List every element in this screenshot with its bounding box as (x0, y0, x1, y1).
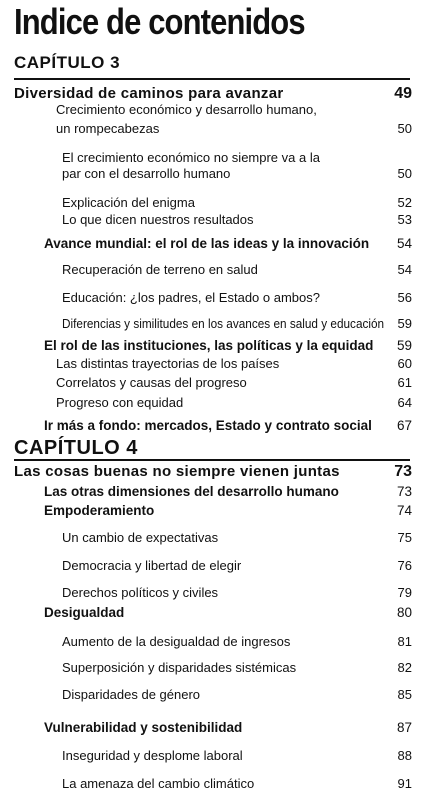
entry-page-number: 52 (397, 195, 412, 210)
entry-title: Superposición y disparidades sistémicas (62, 660, 297, 675)
entry-page-number: 91 (397, 776, 412, 791)
entry-title: Desigualdad (44, 605, 125, 620)
entry-title: Diversidad de caminos para avanzar (14, 85, 284, 102)
entry-title: Democracia y libertad de elegir (62, 558, 242, 573)
entry-page-number: 88 (397, 748, 412, 763)
entry-page-number: 80 (396, 605, 412, 620)
entry-page-number: 73 (396, 484, 412, 499)
entry-page-number: 53 (397, 212, 412, 227)
entry-title: Recuperación de terreno en salud (62, 262, 258, 277)
entry-page-number: 76 (397, 558, 412, 573)
entry-title: Derechos políticos y civiles (62, 585, 219, 600)
entry-title: Disparidades de género (62, 687, 201, 702)
page-title: Indice de contenidos (14, 1, 305, 42)
entry-title: Aumento de la desigualdad de ingresos (62, 634, 291, 649)
entry-title: El crecimiento económico no siempre va a la (62, 150, 320, 165)
entry-page-number: 73 (394, 463, 412, 480)
entry-page-number: 59 (397, 316, 412, 331)
entry-page-number: 54 (396, 236, 412, 251)
entry-page-number: 75 (397, 530, 412, 545)
entry-page-number: 79 (397, 585, 412, 600)
entry-title: par con el desarrollo humano (62, 166, 231, 181)
entry-page-number: 56 (397, 290, 412, 305)
entry-title: Empoderamiento (44, 503, 155, 518)
entry-title: Las distintas trayectorias de los países (56, 356, 280, 371)
chapter-label: CAPÍTULO 3 (14, 53, 121, 72)
entry-title: Vulnerabilidad y sostenibilidad (44, 720, 243, 735)
entry-page-number: 67 (396, 418, 412, 433)
entry-title: un rompecabezas (56, 121, 160, 136)
entry-title: Las cosas buenas no siempre vienen juntas (14, 463, 340, 480)
entry-page-number: 87 (396, 720, 412, 735)
entry-title: Correlatos y causas del progreso (56, 375, 247, 390)
entry-title: Crecimiento económico y desarrollo humano, (56, 102, 317, 117)
entry-page-number: 82 (397, 660, 412, 675)
entry-title: Diferencias y similitudes en los avances en salud y educación (62, 316, 385, 331)
entry-title: Ir más a fondo: mercados, Estado y contrato social (44, 418, 372, 433)
entry-page-number: 50 (397, 166, 412, 181)
entry-page-number: 49 (394, 85, 412, 102)
entry-title: Lo que dicen nuestros resultados (62, 212, 254, 227)
entry-title: Educación: ¿los padres, el Estado o ambos? (62, 290, 320, 305)
entry-page-number: 74 (396, 503, 412, 518)
entry-page-number: 59 (396, 338, 412, 353)
entry-page-number: 60 (397, 356, 412, 371)
entry-title: Avance mundial: el rol de las ideas y la innovación (44, 236, 370, 251)
chapter-rule (14, 78, 410, 80)
entry-title: Explicación del enigma (62, 195, 195, 210)
entry-page-number: 81 (397, 634, 412, 649)
entry-page-number: 64 (397, 395, 412, 410)
entry-page-number: 85 (397, 687, 412, 702)
entry-title: La amenaza del cambio climático (62, 776, 255, 791)
entry-page-number: 54 (397, 262, 412, 277)
chapter-rule (14, 459, 410, 461)
entry-title: Inseguridad y desplome laboral (62, 748, 243, 763)
entry-title: Un cambio de expectativas (62, 530, 219, 545)
chapter-label: CAPÍTULO 4 (14, 437, 138, 459)
entry-page-number: 50 (397, 121, 412, 136)
entry-title: Progreso con equidad (56, 395, 184, 410)
entry-title: Las otras dimensiones del desarrollo humano (44, 484, 339, 499)
entry-page-number: 61 (397, 375, 412, 390)
entry-title: El rol de las instituciones, las políticas y la equidad (44, 338, 374, 353)
